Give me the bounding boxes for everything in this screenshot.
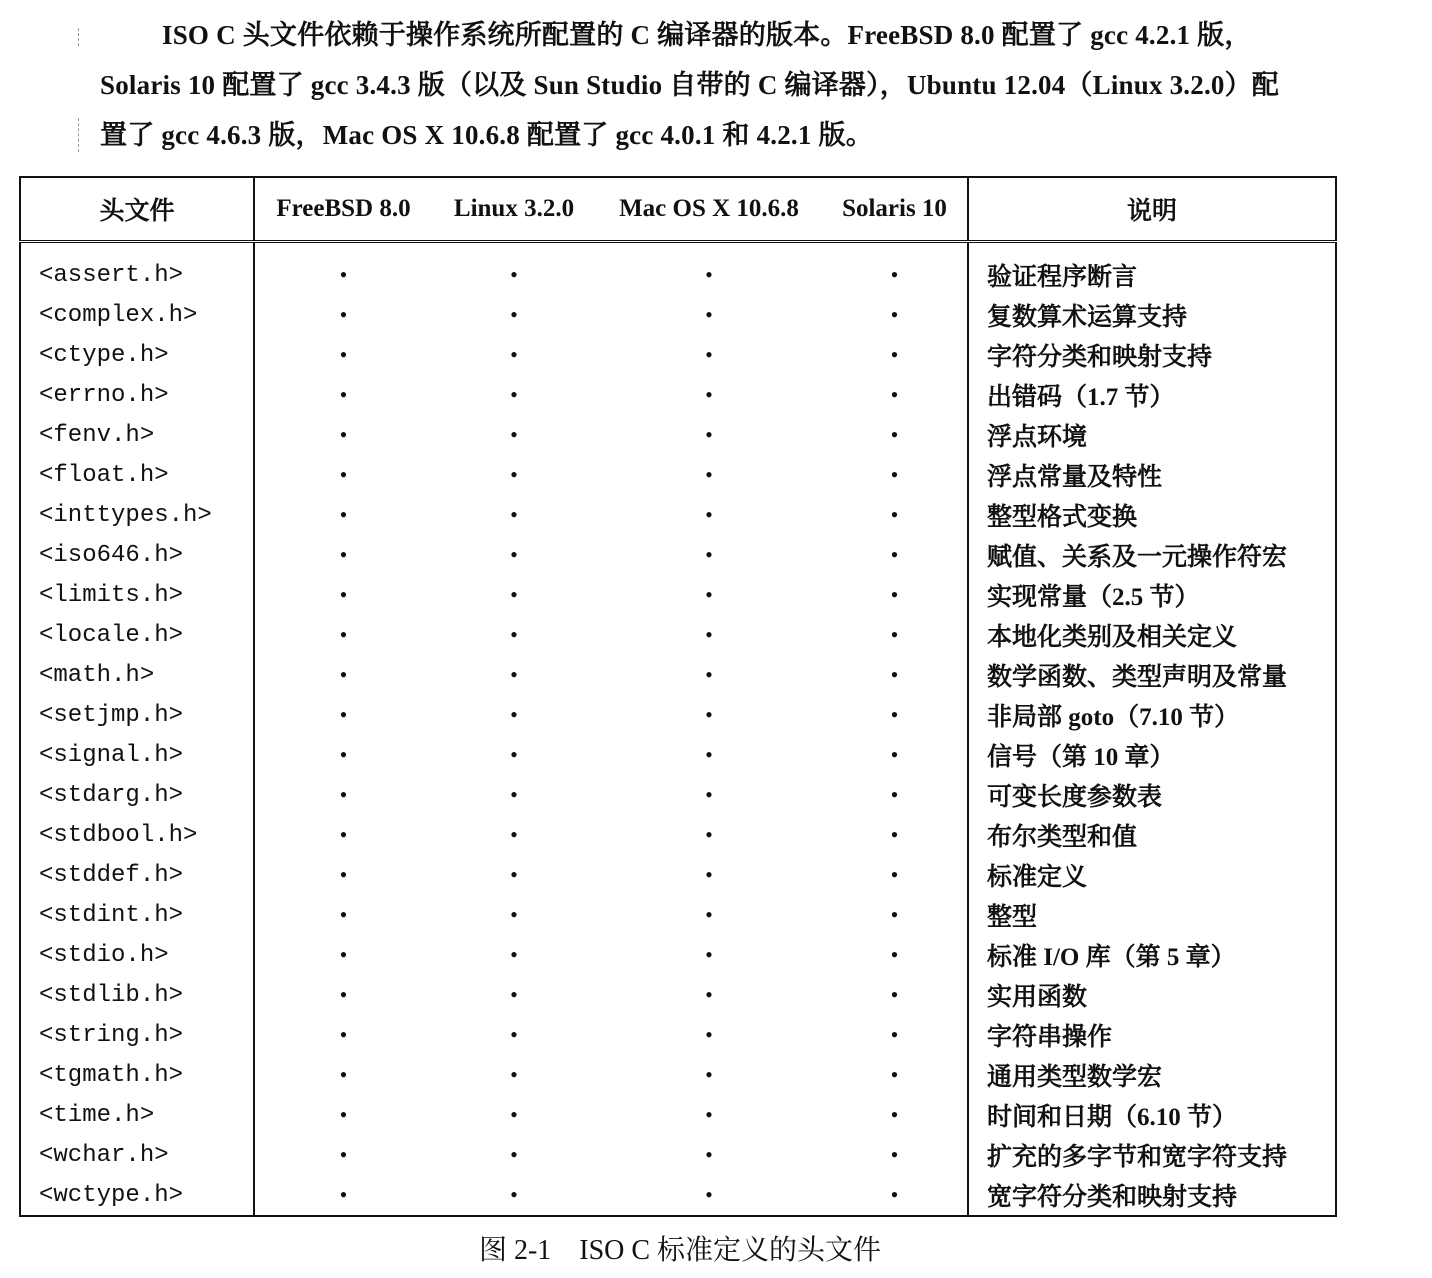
col-header-freebsd: FreeBSD 8.0 — [254, 177, 432, 242]
cell-macos-mark: • — [705, 702, 713, 727]
cell-linux-mark: • — [510, 542, 518, 567]
cell-freebsd-mark: • — [339, 422, 348, 447]
table-row — [20, 775, 1336, 815]
cell-header-file: <complex.h> — [20, 295, 254, 335]
cell-solaris-mark: • — [822, 895, 968, 935]
cell-linux-mark: • — [510, 262, 518, 287]
cell-freebsd-mark: • — [339, 462, 348, 487]
cell-macos-mark: • — [705, 582, 713, 607]
cell-macos-mark: • — [705, 502, 713, 527]
cell-description: 浮点常量及特性 — [987, 464, 1163, 491]
cell-description: 复数算术运算支持 — [987, 304, 1188, 331]
cell-header-file: <setjmp.h> — [20, 695, 254, 735]
cell-freebsd-mark: • — [339, 382, 348, 407]
table-row — [20, 1055, 1336, 1095]
table-header-row — [20, 177, 1336, 242]
cell-description: 可变长度参数表 — [987, 784, 1163, 811]
table-row — [20, 455, 1336, 495]
col-header-solaris: Solaris 10 — [822, 177, 968, 242]
cell-header-file: <locale.h> — [20, 615, 254, 655]
table-row — [20, 895, 1336, 935]
cell-macos-mark: • — [705, 342, 713, 367]
cell-solaris-mark: • — [822, 775, 968, 815]
cell-macos-mark: • — [705, 382, 713, 407]
table-row — [20, 535, 1336, 575]
cell-linux-mark: • — [510, 702, 518, 727]
cell-macos-mark: • — [705, 1102, 713, 1127]
cell-linux-mark: • — [510, 862, 518, 887]
cell-freebsd-mark: • — [339, 502, 348, 527]
cell-description: 通用类型数学宏 — [987, 1064, 1163, 1091]
cell-header-file: <fenv.h> — [20, 415, 254, 455]
table-row — [20, 855, 1336, 895]
cell-macos-mark: • — [705, 942, 713, 967]
cell-linux-mark: • — [510, 1022, 518, 1047]
cell-header-file: <stdlib.h> — [20, 975, 254, 1015]
table-row — [20, 335, 1336, 375]
cell-macos-mark: • — [705, 982, 713, 1007]
cell-macos-mark: • — [705, 422, 713, 447]
cell-header-file: <limits.h> — [20, 575, 254, 615]
cell-macos-mark: • — [705, 1142, 713, 1167]
cell-macos-mark: • — [705, 822, 713, 847]
table-row — [20, 295, 1336, 335]
cell-freebsd-mark: • — [339, 862, 348, 887]
cell-linux-mark: • — [510, 822, 518, 847]
cell-linux-mark: • — [510, 1182, 518, 1207]
cell-linux-mark: • — [510, 1142, 518, 1167]
cell-linux-mark: • — [510, 382, 518, 407]
cell-header-file: <string.h> — [20, 1015, 254, 1055]
cell-linux-mark: • — [510, 302, 518, 327]
col-header-linux: Linux 3.2.0 — [432, 177, 596, 242]
cell-macos-mark: • — [705, 1062, 713, 1087]
cell-linux-mark: • — [510, 342, 518, 367]
cell-description: 实用函数 — [987, 984, 1088, 1011]
cell-freebsd-mark: • — [339, 1142, 348, 1167]
cell-header-file: <ctype.h> — [20, 335, 254, 375]
cell-description: 浮点环境 — [987, 424, 1088, 451]
cell-header-file: <math.h> — [20, 655, 254, 695]
cell-freebsd-mark: • — [339, 262, 348, 287]
cell-freebsd-mark: • — [339, 1102, 348, 1127]
cell-macos-mark: • — [705, 1182, 713, 1207]
cell-freebsd-mark: • — [339, 782, 348, 807]
table-row — [20, 975, 1336, 1015]
intro-line-1: ISO C 头文件依赖于操作系统所配置的 C 编译器的版本。FreeBSD 8.0 配置了 gcc 4.2.1 版， — [162, 20, 1252, 50]
cell-macos-mark: • — [705, 902, 713, 927]
cell-solaris-mark: • — [822, 735, 968, 775]
cell-description: 整型 — [987, 904, 1038, 931]
cell-description: 赋值、关系及一元操作符宏 — [987, 544, 1288, 571]
cell-freebsd-mark: • — [339, 662, 348, 687]
table-body — [20, 242, 1336, 1217]
margin-mark — [78, 28, 81, 46]
cell-header-file: <float.h> — [20, 455, 254, 495]
intro-paragraph — [100, 10, 1400, 160]
cell-description: 非局部 goto（7.10 节） — [987, 704, 1240, 731]
cell-solaris-mark: • — [822, 535, 968, 575]
cell-description: 字符分类和映射支持 — [987, 344, 1213, 371]
cell-macos-mark: • — [705, 302, 713, 327]
table-row — [20, 415, 1336, 455]
intro-line-2: Solaris 10 配置了 gcc 3.4.3 版（以及 Sun Studio 自带的 C 编译器），Ubuntu 12.04（Linux 3.2.0）配 — [100, 70, 1280, 100]
cell-freebsd-mark: • — [339, 302, 348, 327]
table-row — [20, 615, 1336, 655]
cell-freebsd-mark: • — [339, 342, 348, 367]
cell-header-file: <stddef.h> — [20, 855, 254, 895]
table-row — [20, 575, 1336, 615]
table-row — [20, 695, 1336, 735]
cell-solaris-mark: • — [822, 695, 968, 735]
cell-macos-mark: • — [705, 462, 713, 487]
cell-linux-mark: • — [510, 782, 518, 807]
cell-header-file: <time.h> — [20, 1095, 254, 1135]
cell-solaris-mark: • — [822, 415, 968, 455]
table-row — [20, 495, 1336, 535]
cell-linux-mark: • — [510, 622, 518, 647]
cell-macos-mark: • — [705, 542, 713, 567]
cell-description: 扩充的多字节和宽字符支持 — [987, 1144, 1288, 1171]
cell-macos-mark: • — [705, 742, 713, 767]
cell-linux-mark: • — [510, 742, 518, 767]
table-row — [20, 935, 1336, 975]
cell-solaris-mark: • — [822, 615, 968, 655]
cell-freebsd-mark: • — [339, 1062, 348, 1087]
cell-description: 标准定义 — [987, 864, 1088, 891]
col-header-desc: 说明 — [968, 177, 1336, 242]
table-row — [20, 375, 1336, 415]
table-row — [20, 1175, 1336, 1216]
cell-header-file: <stdint.h> — [20, 895, 254, 935]
figure-caption: 图 2-1 ISO C 标准定义的头文件 — [478, 1235, 882, 1266]
cell-description: 整型格式变换 — [987, 504, 1138, 531]
cell-freebsd-mark: • — [339, 542, 348, 567]
cell-header-file: <stdarg.h> — [20, 775, 254, 815]
cell-solaris-mark: • — [822, 242, 968, 296]
cell-solaris-mark: • — [822, 655, 968, 695]
cell-header-file: <iso646.h> — [20, 535, 254, 575]
cell-freebsd-mark: • — [339, 622, 348, 647]
cell-freebsd-mark: • — [339, 902, 348, 927]
cell-description: 字符串操作 — [987, 1024, 1113, 1051]
cell-solaris-mark: • — [822, 855, 968, 895]
table-row — [20, 1015, 1336, 1055]
cell-header-file: <tgmath.h> — [20, 1055, 254, 1095]
cell-header-file: <assert.h> — [20, 242, 254, 296]
cell-linux-mark: • — [510, 502, 518, 527]
cell-linux-mark: • — [510, 662, 518, 687]
cell-macos-mark: • — [705, 622, 713, 647]
cell-header-file: <wctype.h> — [20, 1175, 254, 1216]
cell-description: 本地化类别及相关定义 — [987, 624, 1238, 651]
table-row — [20, 655, 1336, 695]
cell-freebsd-mark: • — [339, 942, 348, 967]
table-row — [20, 1135, 1336, 1175]
cell-header-file: <inttypes.h> — [20, 495, 254, 535]
table-row — [20, 242, 1336, 296]
cell-solaris-mark: • — [822, 335, 968, 375]
cell-linux-mark: • — [510, 982, 518, 1007]
cell-linux-mark: • — [510, 582, 518, 607]
cell-solaris-mark: • — [822, 455, 968, 495]
cell-description: 验证程序断言 — [987, 264, 1138, 291]
cell-description: 布尔类型和值 — [987, 824, 1138, 851]
cell-macos-mark: • — [705, 782, 713, 807]
intro-line-3: 置了 gcc 4.6.3 版，Mac OS X 10.6.8 配置了 gcc 4.0.1 和 4.2.1 版。 — [100, 120, 873, 150]
margin-mark — [78, 118, 81, 152]
cell-solaris-mark: • — [822, 935, 968, 975]
cell-linux-mark: • — [510, 1102, 518, 1127]
cell-solaris-mark: • — [822, 1055, 968, 1095]
cell-linux-mark: • — [510, 942, 518, 967]
header-files-table — [19, 176, 1337, 1217]
cell-macos-mark: • — [705, 662, 713, 687]
cell-description: 数学函数、类型声明及常量 — [987, 664, 1288, 691]
cell-header-file: <stdio.h> — [20, 935, 254, 975]
cell-description: 实现常量（2.5 节） — [987, 584, 1200, 611]
col-header-macos: Mac OS X 10.6.8 — [596, 177, 822, 242]
cell-description: 标准 I/O 库（第 5 章） — [987, 944, 1236, 971]
cell-solaris-mark: • — [822, 575, 968, 615]
cell-header-file: <stdbool.h> — [20, 815, 254, 855]
table-row — [20, 815, 1336, 855]
cell-solaris-mark: • — [822, 1135, 968, 1175]
table-row — [20, 1095, 1336, 1135]
cell-freebsd-mark: • — [339, 582, 348, 607]
cell-linux-mark: • — [510, 1062, 518, 1087]
cell-description: 时间和日期（6.10 节） — [987, 1104, 1238, 1131]
cell-freebsd-mark: • — [339, 982, 348, 1007]
cell-macos-mark: • — [705, 1022, 713, 1047]
cell-solaris-mark: • — [822, 375, 968, 415]
cell-freebsd-mark: • — [339, 1182, 348, 1207]
cell-freebsd-mark: • — [339, 702, 348, 727]
cell-linux-mark: • — [510, 462, 518, 487]
cell-description: 出错码（1.7 节） — [987, 384, 1175, 411]
cell-solaris-mark: • — [822, 815, 968, 855]
cell-linux-mark: • — [510, 422, 518, 447]
cell-macos-mark: • — [705, 862, 713, 887]
cell-freebsd-mark: • — [339, 742, 348, 767]
cell-solaris-mark: • — [822, 1175, 968, 1216]
cell-description: 宽字符分类和映射支持 — [987, 1184, 1238, 1211]
cell-linux-mark: • — [510, 902, 518, 927]
cell-header-file: <wchar.h> — [20, 1135, 254, 1175]
cell-solaris-mark: • — [822, 975, 968, 1015]
cell-solaris-mark: • — [822, 1095, 968, 1135]
cell-description: 信号（第 10 章） — [987, 744, 1175, 771]
cell-solaris-mark: • — [822, 295, 968, 335]
cell-header-file: <errno.h> — [20, 375, 254, 415]
col-header-file: 头文件 — [20, 177, 254, 242]
cell-macos-mark: • — [705, 262, 713, 287]
table-row — [20, 735, 1336, 775]
cell-header-file: <signal.h> — [20, 735, 254, 775]
cell-solaris-mark: • — [822, 495, 968, 535]
cell-solaris-mark: • — [822, 1015, 968, 1055]
cell-freebsd-mark: • — [339, 1022, 348, 1047]
cell-freebsd-mark: • — [339, 822, 348, 847]
